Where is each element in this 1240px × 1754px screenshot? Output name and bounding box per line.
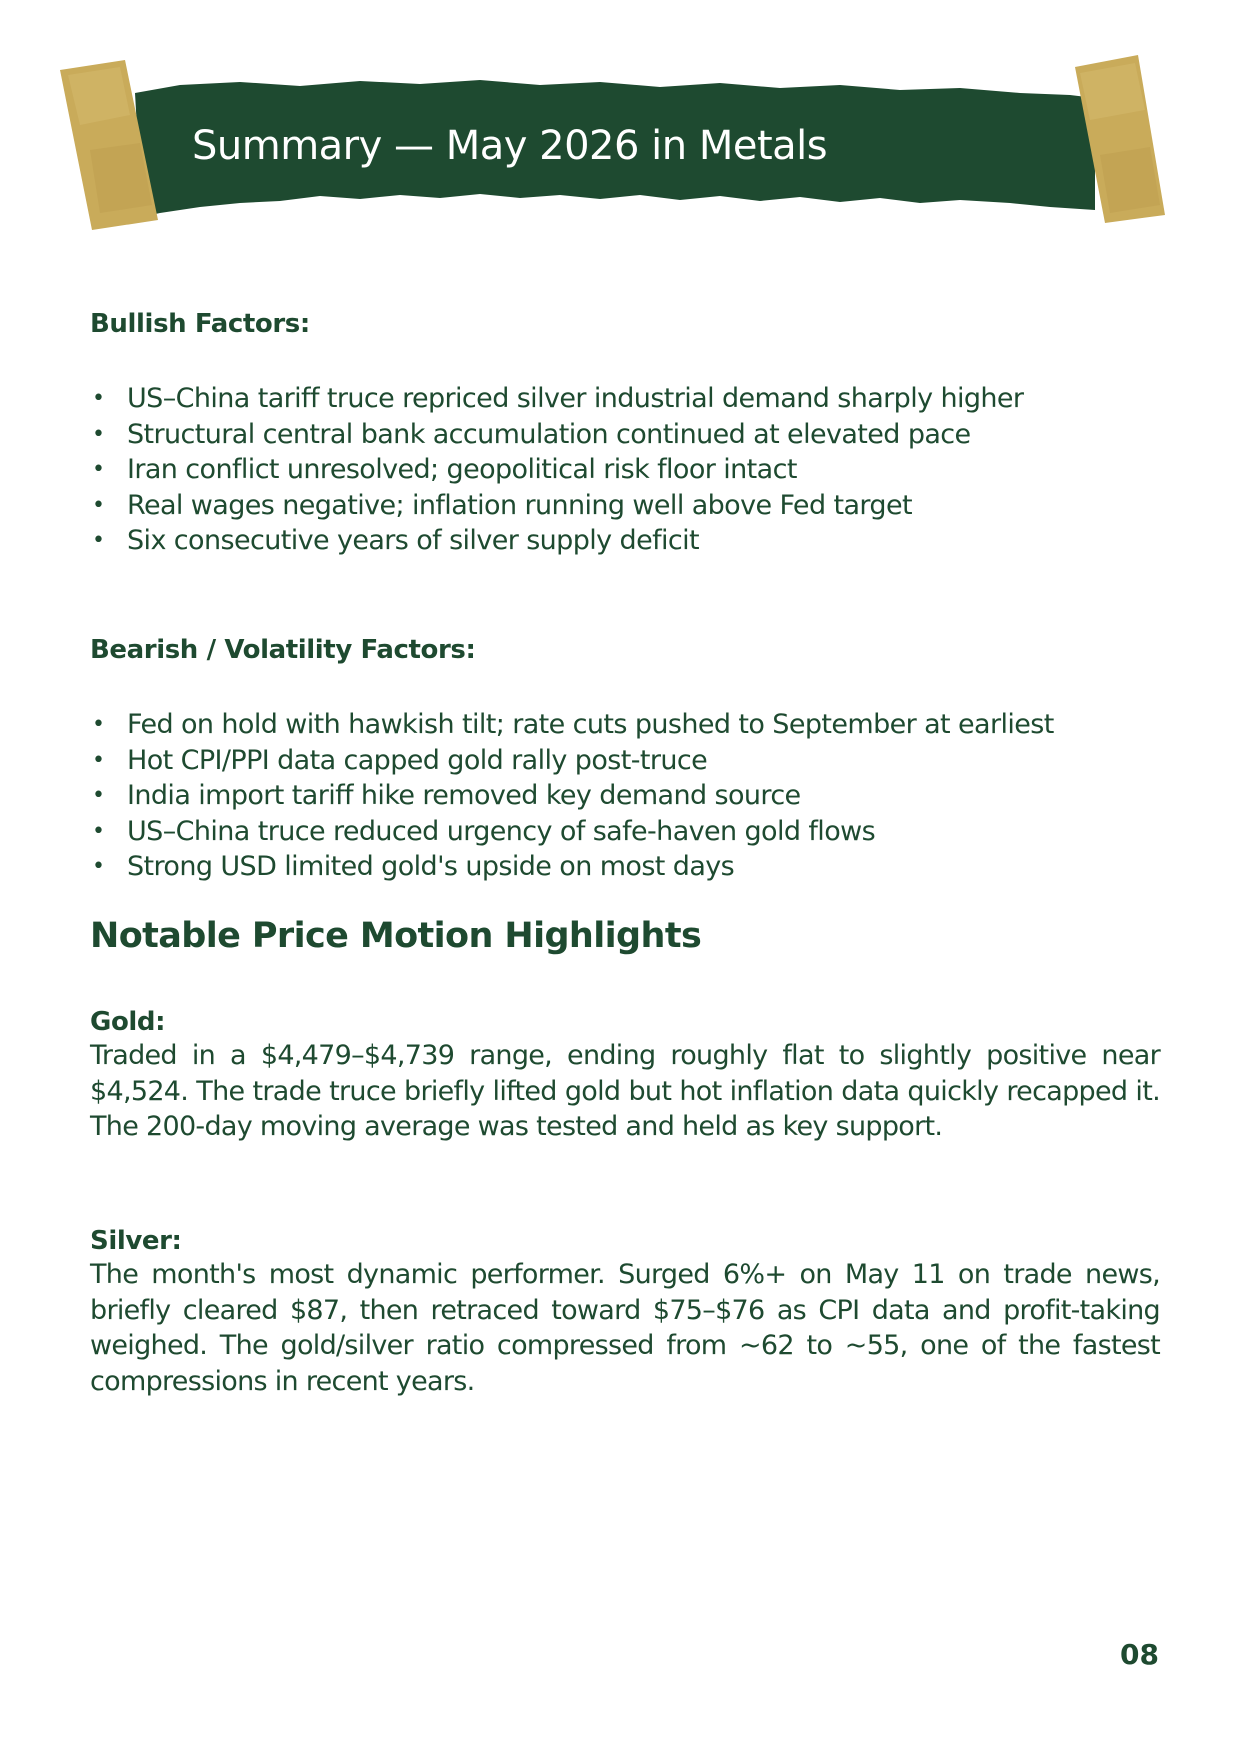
list-item: • US–China tariff truce repriced silver industrial demand sharply higher [90, 381, 1160, 417]
bullet-icon: • [92, 386, 105, 411]
bullet-icon: • [92, 747, 105, 773]
list-item: • Hot CPI/PPI data capped gold rally post-truce [90, 743, 1160, 779]
bullet-icon: • [92, 492, 105, 518]
list-item: • US–China truce reduced urgency of safe-haven gold flows [90, 814, 1160, 850]
bearish-heading: Bearish / Volatility Factors: [90, 635, 476, 665]
bullet-icon: • [92, 528, 105, 553]
bullet-icon: • [92, 854, 105, 879]
list-item: • Six consecutive years of silver supply deficit [90, 523, 1160, 559]
bearish-list [90, 707, 1160, 885]
page-title: Summary — May 2026 in Metals [192, 123, 828, 169]
gold-paragraph: Traded in a $4,479–$4,739 range, ending roughly flat to slightly positive near $4,524. The trade truce briefly lifted gold but hot inflation data quickly recapped it. The 200-day moving average was tested and held as key support. [90, 1040, 1160, 1142]
page-number: 08 [1120, 1638, 1159, 1671]
list-item: • Real wages negative; inflation running well above Fed target [90, 488, 1160, 524]
bullet-icon: • [92, 421, 105, 447]
bullet-icon: • [92, 457, 105, 482]
list-item: • Structural central bank accumulation continued at elevated pace [90, 417, 1160, 453]
title-banner [60, 55, 1190, 255]
list-item: • Fed on hold with hawkish tilt; rate cuts pushed to September at earliest [90, 707, 1160, 743]
bullet-icon: • [92, 712, 105, 737]
gold-heading: Gold: [90, 1007, 166, 1037]
silver-heading: Silver: [90, 1226, 182, 1256]
bullet-icon: • [92, 818, 105, 844]
silver-paragraph: The month's most dynamic performer. Surged 6%+ on May 11 on trade news, briefly cleared $87, then retraced toward $75–$76 as CPI data and profit-taking weighed. The gold/silver ratio compressed from ~62 to ~55, one of the fastest compressions in recent years. [90, 1259, 1160, 1397]
bullish-heading: Bullish Factors: [90, 309, 310, 339]
list-item: • Strong USD limited gold's upside on most days [90, 849, 1160, 885]
list-item: • Iran conflict unresolved; geopolitical risk floor intact [90, 452, 1160, 488]
bullet-icon: • [92, 783, 105, 808]
list-item: • India import tariff hike removed key demand source [90, 778, 1160, 814]
bullish-list [90, 381, 1160, 559]
section-heading: Notable Price Motion Highlights [90, 916, 702, 956]
